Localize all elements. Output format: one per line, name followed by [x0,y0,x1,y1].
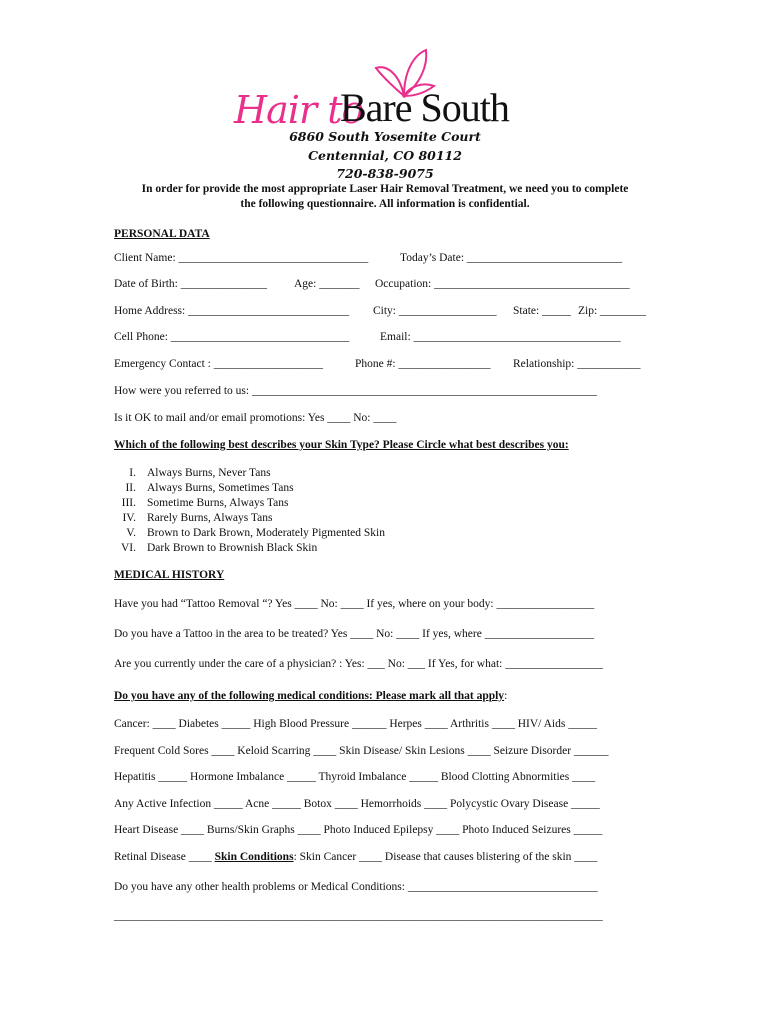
skin-conditions-options: : Skin Cancer ____ Disease that causes blistering of the skin ____ [293,851,598,863]
list-item-number: V. [126,527,136,539]
city-field[interactable]: City: _________________ [373,305,497,317]
medical-conditions-question [114,690,507,702]
tattoo-area-field[interactable]: Do you have a Tattoo in the area to be treated? Yes ____ No: ____ If yes, where ___________________ [114,628,594,640]
skin-type-question: Which of the following best describes your Skin Type? Please Circle what best describes you: [114,439,569,451]
phone-field[interactable]: Phone #: ________________ [355,358,491,370]
list-item-number: VI. [120,542,136,554]
list-item-number: III. [121,497,136,509]
address-line1: 6860 South Yosemite Court [289,129,481,144]
list-item-number: I. [129,467,136,479]
conditions-row-3[interactable]: Hepatitis _____ Hormone Imbalance _____ Thyroid Imbalance _____ Blood Clotting Abnormities ____ [114,771,596,783]
conditions-row-2[interactable]: Frequent Cold Sores ____ Keloid Scarring ____ Skin Disease/ Skin Lesions ____ Seizure Disorder ______ [114,745,609,757]
conditions-question-text: Do you have any of the following medical conditions: Please mark all that apply [114,690,505,702]
conditions-question-colon: : [504,690,508,702]
medical-history-heading: MEDICAL HISTORY [114,569,225,581]
list-item-text: Dark Brown to Brownish Black Skin [147,542,318,554]
cell-phone-field[interactable]: Cell Phone: _______________________________ [114,331,350,343]
skin-conditions-label: Skin Conditions [214,851,294,863]
age-field[interactable]: Age: _______ [294,278,360,290]
list-item-text: Brown to Dark Brown, Moderately Pigmented Skin [147,527,385,539]
zip-field[interactable]: Zip: ________ [578,305,647,317]
todays-date-field[interactable]: Today’s Date: ___________________________ [400,252,623,264]
occupation-field[interactable]: Occupation: __________________________________ [375,278,630,290]
intro-line1: In order for provide the most appropriate Laser Hair Removal Treatment, we need you to complete [141,183,629,195]
conditions-row-4[interactable]: Any Active Infection _____ Acne _____ Botox ____ Hemorrhoids ____ Polycystic Ovary Disease _____ [114,798,600,810]
logo [230,44,530,134]
address-line2: Centennial, CO 80112 [308,148,462,163]
promotions-field[interactable]: Is it OK to mail and/or email promotions: Yes ____ No: ____ [114,412,397,424]
list-item-text: Always Burns, Never Tans [147,467,271,479]
conditions-row-6[interactable] [114,851,597,863]
logo-text-black: Bare South [340,85,509,130]
conditions-row-5[interactable]: Heart Disease ____ Burns/Skin Graphs ____ Photo Induced Epilepsy ____ Photo Induced Seizures _____ [114,824,603,836]
email-field[interactable]: Email: ____________________________________ [380,331,621,343]
retinal-disease-label: Retinal Disease ____ [114,851,215,863]
tattoo-removal-field[interactable]: Have you had “Tattoo Removal “? Yes ____ No: ____ If yes, where on your body: _________________ [114,598,595,610]
list-item-text: Always Burns, Sometimes Tans [147,482,294,494]
home-address-field[interactable]: Home Address: ____________________________ [114,305,350,317]
conditions-row-1[interactable]: Cancer: ____ Diabetes _____ High Blood Pressure ______ Herpes ____ Arthritis ____ HIV/ Aids _____ [114,718,597,730]
referred-field[interactable]: How were you referred to us: ____________________________________________________________ [114,385,597,397]
state-field[interactable]: State: _____ [513,305,571,317]
other-conditions-field[interactable]: Do you have any other health problems or Medical Conditions: _________________________________ [114,881,598,893]
physician-care-field[interactable]: Are you currently under the care of a physician? : Yes: ___ No: ___ If Yes, for what: _________________ [114,658,603,670]
date-of-birth-field[interactable]: Date of Birth: _______________ [114,278,267,290]
phone-number: 720-838-9075 [336,166,434,181]
logo-text-pink: Hair to [234,88,364,132]
relationship-field[interactable]: Relationship: ___________ [513,358,641,370]
intro-line2: the following questionnaire. All information is confidential. [240,198,530,210]
list-item-number: IV. [122,512,136,524]
other-conditions-line[interactable]: _____________________________________________________________________________________ [114,910,603,922]
list-item-number: II. [125,482,136,494]
list-item-text: Rarely Burns, Always Tans [147,512,273,524]
list-item-text: Sometime Burns, Always Tans [147,497,289,509]
emergency-contact-field[interactable]: Emergency Contact : ___________________ [114,358,323,370]
personal-data-heading: PERSONAL DATA [114,228,210,240]
client-name-field[interactable]: Client Name: _________________________________ [114,252,369,264]
